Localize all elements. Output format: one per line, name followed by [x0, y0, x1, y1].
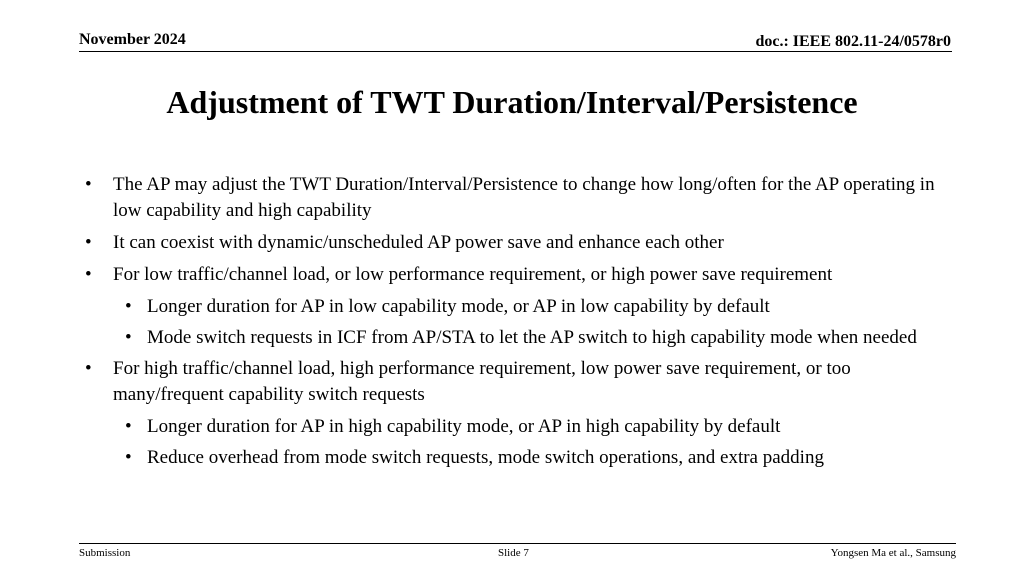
bullet-marker: • — [125, 416, 132, 437]
footer-divider — [79, 543, 956, 544]
header-date: November 2024 — [79, 31, 186, 48]
bullet-marker: • — [85, 174, 92, 195]
sub-bullet-item — [80, 445, 950, 471]
footer-submission: Submission — [79, 547, 131, 559]
sub-bullet-item — [80, 294, 950, 320]
sub-bullet-text: Longer duration for AP in high capability mode, or AP in high capability by default — [147, 416, 781, 437]
slide-title: Adjustment of TWT Duration/Interval/Persistence — [166, 84, 858, 120]
bullet-marker: • — [125, 296, 132, 317]
bullet-item — [80, 356, 950, 408]
header-divider — [79, 51, 952, 52]
footer-slide-number: Slide 7 — [498, 547, 529, 559]
bullet-text: It can coexist with dynamic/unscheduled AP power save and enhance each other — [113, 232, 724, 253]
bullet-text: The AP may adjust the TWT Duration/Interval/Persistence to change how long/often for the AP operating in low capability and high capability — [113, 174, 935, 221]
sub-bullet-item — [80, 414, 950, 440]
bullet-marker: • — [85, 232, 92, 253]
bullet-marker: • — [85, 264, 92, 285]
footer-authors: Yongsen Ma et al., Samsung — [830, 547, 956, 559]
bullet-marker: • — [85, 358, 92, 379]
bullet-marker: • — [125, 327, 132, 348]
bullet-item — [80, 230, 950, 256]
bullet-text: For low traffic/channel load, or low performance requirement, or high power save requirement — [113, 264, 833, 285]
header-doc-id: doc.: IEEE 802.11-24/0578r0 — [755, 33, 951, 50]
sub-bullet-text: Mode switch requests in ICF from AP/STA to let the AP switch to high capability mode when needed — [147, 327, 917, 348]
bullet-marker: • — [125, 447, 132, 468]
sub-bullet-text: Longer duration for AP in low capability mode, or AP in low capability by default — [147, 296, 770, 317]
bullet-item — [80, 262, 950, 288]
slide-body — [80, 172, 950, 476]
bullet-text: For high traffic/channel load, high performance requirement, low power save requirement, or too many/frequent capability switch requests — [113, 358, 851, 405]
sub-bullet-text: Reduce overhead from mode switch requests, mode switch operations, and extra padding — [147, 447, 824, 468]
bullet-item — [80, 172, 950, 224]
sub-bullet-item — [80, 325, 950, 351]
